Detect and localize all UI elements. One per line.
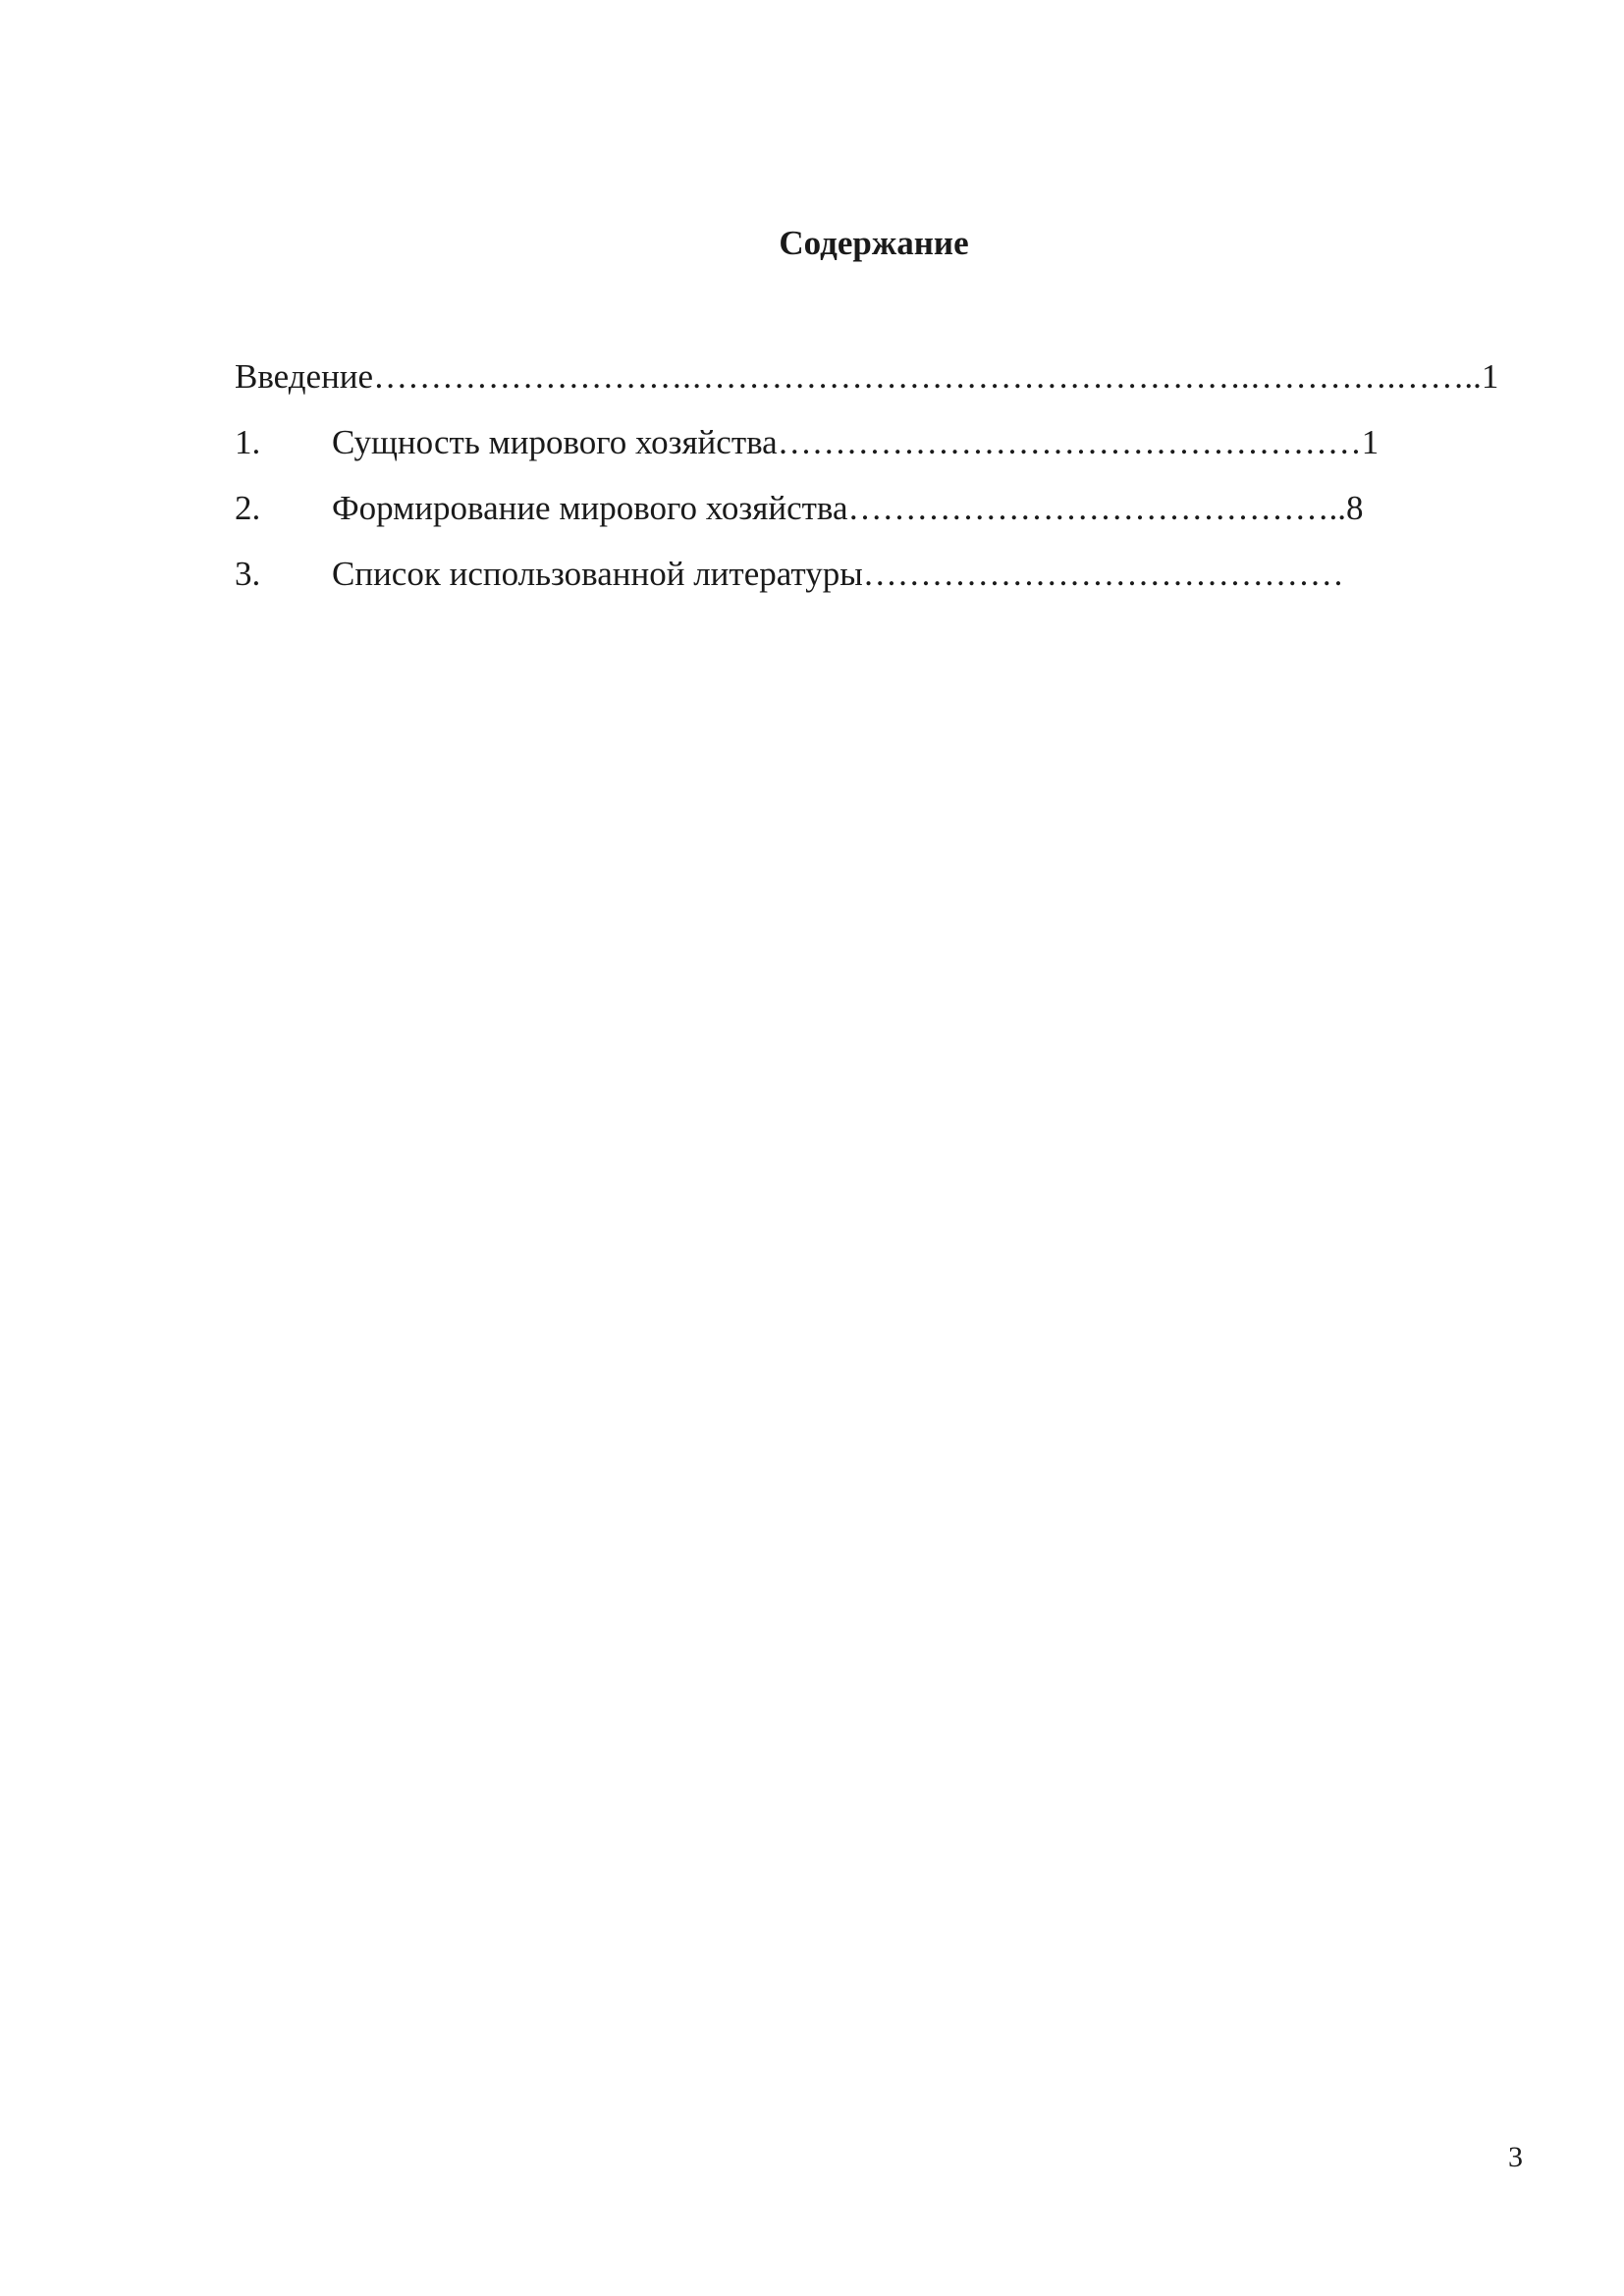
toc-entry-number: 3. xyxy=(235,555,261,593)
toc-entry-text: Введение……………………….………………………………………….………….……..1 xyxy=(235,357,1499,396)
table-of-contents xyxy=(235,353,1531,616)
toc-title: Содержание xyxy=(779,224,969,262)
toc-entry-1 xyxy=(235,419,1531,485)
toc-entry-introduction xyxy=(235,353,1531,419)
toc-entry-2 xyxy=(235,485,1531,551)
toc-entry-text: Список использованной литературы…………………………………… xyxy=(332,555,1344,593)
toc-entry-text: Сущность мирового хозяйства……………………………………………1 xyxy=(332,423,1380,461)
toc-entry-text: Формирование мирового хозяйства……………………………………..8 xyxy=(332,489,1364,527)
toc-entry-number: 2. xyxy=(235,489,261,527)
toc-entry-number: 1. xyxy=(235,423,261,461)
toc-entry-3 xyxy=(235,551,1531,616)
page-number: 3 xyxy=(1508,2141,1523,2173)
